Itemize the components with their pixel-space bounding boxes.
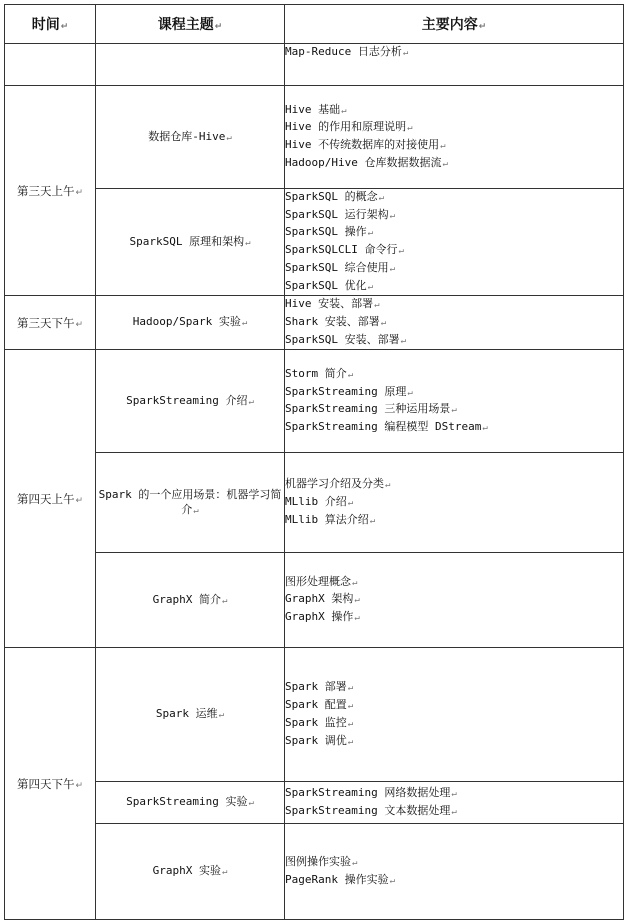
topic-label: GraphX 实验 [152, 864, 221, 878]
paragraph-mark-icon: ↵ [221, 595, 228, 606]
content-item [285, 224, 623, 242]
topic-label: SparkStreaming 介绍 [126, 393, 248, 407]
content-item [285, 314, 623, 332]
topic-cell [96, 782, 285, 824]
paragraph-mark-icon: ↵ [341, 105, 347, 116]
topic-cell [96, 453, 285, 553]
course-schedule-table [4, 4, 624, 920]
time-label: 第四天下午 [16, 776, 75, 791]
content-cell [285, 296, 624, 350]
topic-cell [96, 648, 285, 782]
content-cell [285, 44, 624, 86]
content-item [285, 260, 623, 278]
content-text: Hive 的作用和原理说明 [285, 120, 407, 134]
table-row [5, 189, 624, 296]
content-item [285, 332, 623, 350]
paragraph-mark-icon: ↵ [352, 577, 358, 588]
time-label: 第四天上午 [16, 491, 75, 506]
content-item [285, 854, 623, 872]
content-text: PageRank 操作实验 [285, 872, 389, 886]
content-item [285, 137, 623, 155]
schedule-body [5, 44, 624, 920]
top-margin [0, 0, 627, 3]
content-text: MLlib 介绍 [285, 494, 347, 508]
content-text: Spark 部署 [285, 680, 347, 694]
content-text: 机器学习介绍及分类 [285, 477, 384, 491]
content-text: 图形处理概念 [285, 574, 351, 588]
paragraph-mark-icon: ↵ [398, 246, 404, 257]
paragraph-mark-icon: ↵ [248, 396, 254, 407]
paragraph-mark-icon: ↵ [451, 789, 457, 800]
paragraph-mark-icon: ↵ [245, 237, 251, 248]
content-text: Spark 配置 [285, 698, 347, 712]
content-item [285, 155, 623, 173]
content-text: Hadoop/Hive 仓库数据数据流 [285, 155, 442, 169]
time-label: 第三天下午 [16, 315, 75, 330]
content-text: SparkSQLCLI 命令行 [285, 243, 398, 257]
content-text: Hive 不传统数据库的对接使用 [285, 138, 440, 151]
topic-cell [96, 824, 285, 920]
content-item [285, 494, 623, 512]
paragraph-mark-icon: ↵ [367, 281, 374, 292]
topic-label: GraphX 简介 [152, 592, 221, 606]
table-row [5, 553, 624, 648]
content-text: Hive 安装、部署 [285, 297, 374, 311]
content-text: SparkStreaming 三种运用场景 [285, 402, 451, 416]
content-cell [285, 648, 624, 782]
paragraph-mark-icon: ↵ [378, 193, 385, 203]
paragraph-mark-icon: ↵ [75, 780, 84, 791]
paragraph-mark-icon: ↵ [385, 480, 391, 491]
table-row [5, 824, 624, 920]
table-row [5, 44, 624, 86]
content-item [285, 512, 623, 530]
content-item [285, 207, 623, 225]
paragraph-mark-icon: ↵ [347, 369, 354, 380]
content-item [285, 384, 623, 402]
table-row [5, 453, 624, 553]
content-text: Spark 调优 [285, 733, 347, 747]
paragraph-mark-icon: ↵ [400, 335, 407, 346]
table-row [5, 350, 624, 453]
paragraph-mark-icon: ↵ [380, 317, 387, 328]
paragraph-mark-icon: ↵ [407, 387, 413, 398]
content-text: SparkSQL 安装、部署 [285, 332, 400, 346]
content-text: MLlib 算法介绍 [285, 512, 369, 526]
content-item [285, 679, 623, 697]
content-cell [285, 782, 624, 824]
content-cell [285, 86, 624, 189]
content-item [285, 189, 623, 207]
content-text: Hive 基础 [285, 102, 341, 116]
time-label: 第三天上午 [16, 183, 75, 198]
content-item [285, 296, 623, 314]
paragraph-mark-icon: ↵ [248, 798, 254, 809]
table-row [5, 296, 624, 350]
paragraph-mark-icon: ↵ [218, 710, 225, 721]
table-row [5, 86, 624, 189]
content-item [285, 366, 623, 384]
content-text: Spark 监控 [285, 715, 347, 729]
topic-label: 数据仓库-Hive [148, 129, 226, 143]
content-item [285, 574, 623, 592]
content-item [285, 591, 623, 609]
time-cell [5, 296, 96, 350]
content-text: SparkSQL 的概念 [285, 190, 378, 203]
content-item [285, 785, 623, 803]
paragraph-mark-icon: ↵ [352, 858, 358, 869]
table-row [5, 648, 624, 782]
content-text: SparkSQL 运行架构 [285, 207, 389, 221]
content-cell [285, 553, 624, 648]
content-cell [285, 824, 624, 920]
content-item [285, 102, 623, 120]
time-cell [5, 648, 96, 920]
content-item [285, 476, 623, 494]
paragraph-mark-icon: ↵ [367, 228, 374, 239]
topic-label: Spark 的一个应用场景：机器学习简介 [98, 487, 282, 516]
content-cell [285, 350, 624, 453]
content-cell [285, 453, 624, 553]
header-topic: 课程主题↵ [96, 5, 285, 44]
header-content: 主要内容↵ [285, 5, 624, 44]
paragraph-mark-icon: ↵ [482, 423, 488, 434]
topic-label: Spark 运维 [155, 707, 218, 721]
content-text: GraphX 架构 [285, 592, 354, 606]
time-cell [5, 44, 96, 86]
paragraph-mark-icon: ↵ [347, 683, 354, 694]
content-item [285, 401, 623, 419]
paragraph-mark-icon: ↵ [451, 806, 457, 817]
paragraph-mark-icon: ↵ [347, 736, 354, 747]
topic-cell [96, 44, 285, 86]
topic-cell [96, 86, 285, 189]
paragraph-mark-icon: ↵ [442, 158, 448, 169]
topic-cell [96, 553, 285, 648]
header-row [5, 5, 624, 44]
paragraph-mark-icon: ↵ [369, 515, 376, 526]
content-cell [285, 189, 624, 296]
paragraph-mark-icon: ↵ [451, 405, 457, 416]
content-text: Map-Reduce 日志分析 [285, 45, 402, 58]
topic-label: SparkSQL 原理和架构 [129, 234, 245, 248]
header-time: 时间↵ [5, 5, 96, 44]
content-item [285, 609, 623, 627]
paragraph-mark-icon: ↵ [347, 718, 354, 729]
paragraph-mark-icon: ↵ [389, 263, 396, 274]
paragraph-mark-icon: ↵ [241, 318, 248, 329]
paragraph-mark-icon: ↵ [221, 867, 228, 878]
content-text: SparkSQL 综合使用 [285, 260, 389, 274]
content-text: SparkSQL 操作 [285, 225, 367, 239]
topic-cell [96, 189, 285, 296]
paragraph-mark-icon: ↵ [347, 497, 354, 508]
paragraph-mark-icon: ↵ [402, 48, 409, 58]
time-cell [5, 86, 96, 296]
content-item [285, 44, 623, 62]
content-text: 图例操作实验 [285, 855, 351, 869]
content-text: GraphX 操作 [285, 610, 354, 624]
content-text: SparkStreaming 原理 [285, 384, 407, 398]
paragraph-mark-icon: ↵ [389, 210, 396, 221]
topic-label: Hadoop/Spark 实验 [132, 315, 241, 329]
paragraph-mark-icon: ↵ [75, 495, 84, 506]
content-item [285, 419, 623, 437]
paragraph-mark-icon: ↵ [354, 613, 360, 624]
content-text: Storm 简介 [285, 366, 347, 380]
paragraph-mark-icon: ↵ [440, 141, 446, 151]
paragraph-mark-icon: ↵ [75, 187, 84, 198]
time-cell [5, 350, 96, 648]
content-item [285, 803, 623, 821]
content-item [285, 278, 623, 296]
topic-label: SparkStreaming 实验 [126, 795, 248, 809]
paragraph-mark-icon: ↵ [354, 595, 360, 606]
paragraph-mark-icon: ↵ [193, 505, 199, 516]
content-item [285, 697, 623, 715]
content-text: SparkSQL 优化 [285, 278, 367, 292]
content-item [285, 119, 623, 137]
content-text: SparkStreaming 文本数据处理 [285, 803, 451, 817]
content-text: SparkStreaming 网络数据处理 [285, 786, 451, 800]
paragraph-mark-icon: ↵ [75, 319, 84, 330]
topic-cell [96, 296, 285, 350]
table-row [5, 782, 624, 824]
paragraph-mark-icon: ↵ [407, 123, 413, 134]
content-text: Shark 安装、部署 [285, 314, 380, 328]
content-item [285, 715, 623, 733]
paragraph-mark-icon: ↵ [389, 875, 396, 886]
content-text: SparkStreaming 编程模型 DStream [285, 420, 482, 434]
content-item [285, 872, 623, 890]
paragraph-mark-icon: ↵ [226, 132, 232, 143]
topic-cell [96, 350, 285, 453]
paragraph-mark-icon: ↵ [374, 300, 380, 311]
content-item [285, 242, 623, 260]
paragraph-mark-icon: ↵ [347, 701, 354, 712]
content-item [285, 733, 623, 751]
